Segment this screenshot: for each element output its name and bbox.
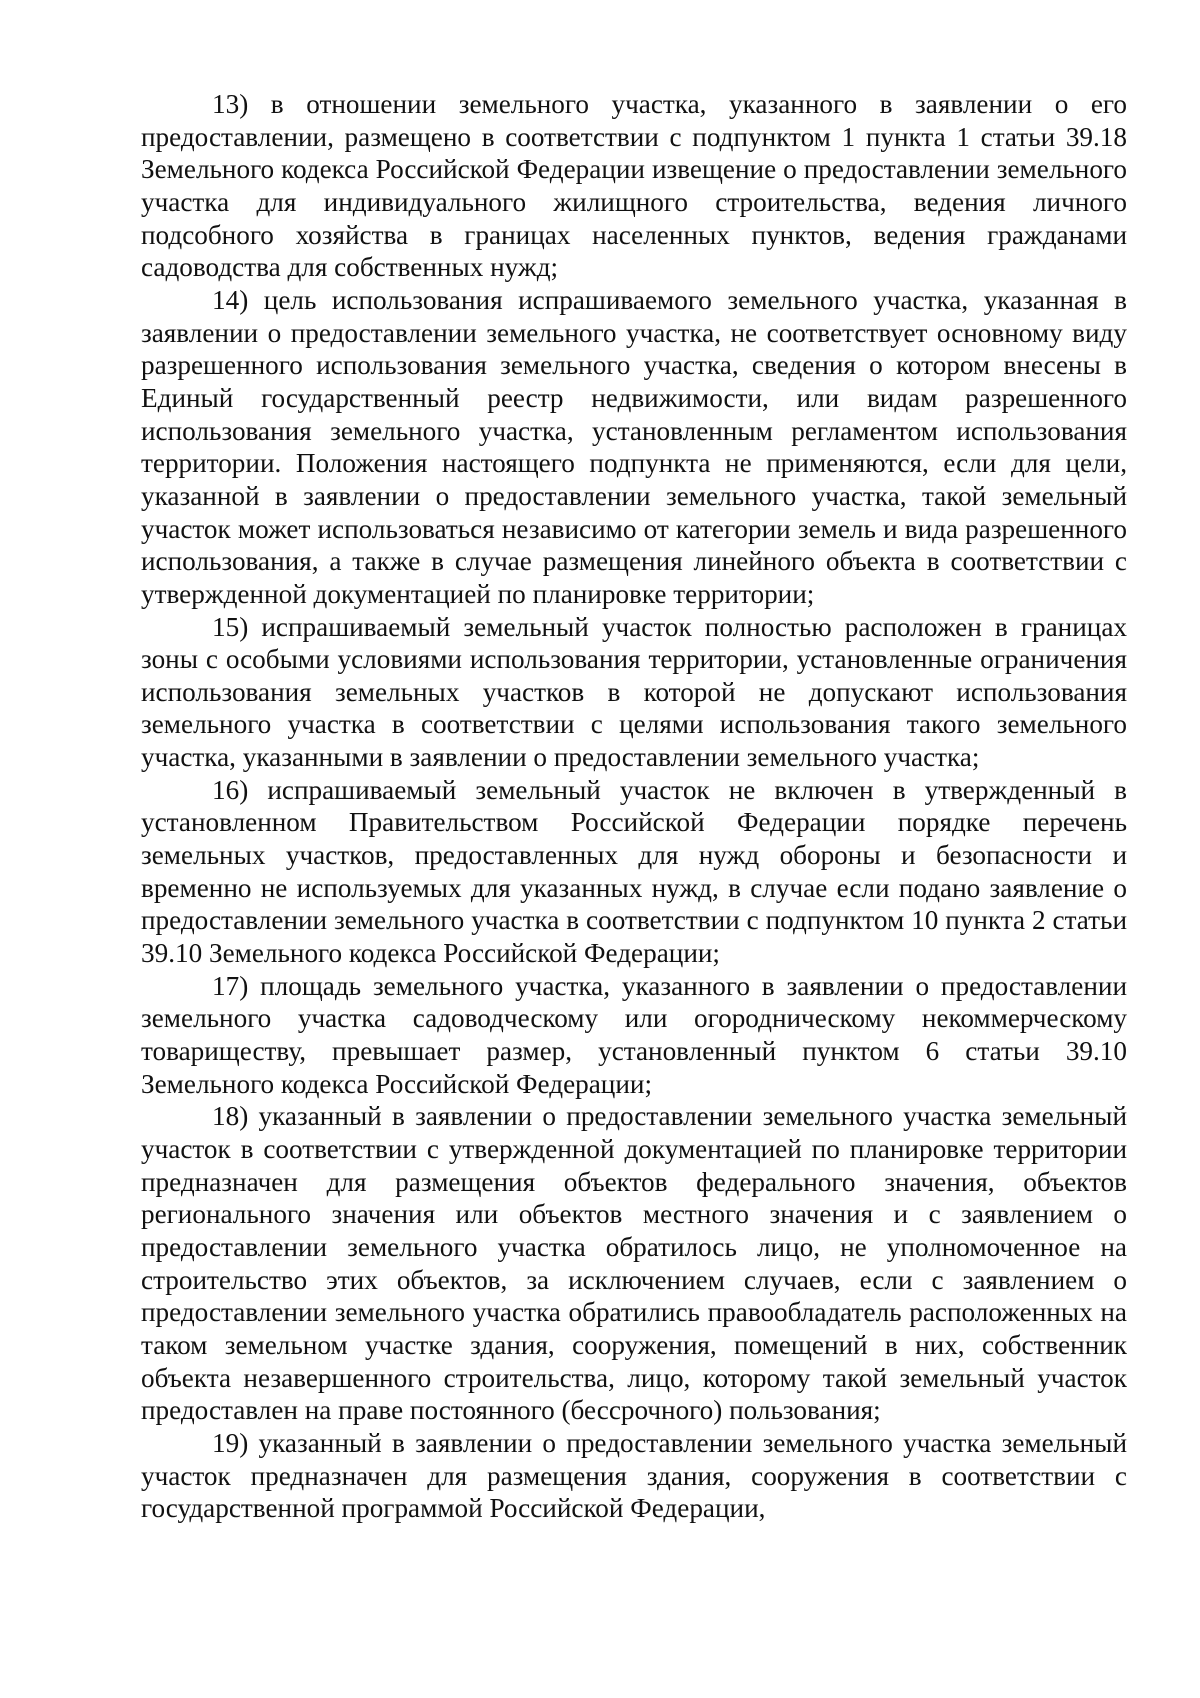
paragraph-item-18: 18) указанный в заявлении о предоставлении земельного участка земельный участок в соответствии с утвержденной документацией по планировке территории предназначен для размещения объектов федерального значения, объектов регионального значения или объектов местного значения и с заявлением о предоставлении земельного участка обратилось лицо, не уполномоченное на строительство этих объектов, за исключением случаев, если с заявлением о предоставлении земельного участка обратились правообладатель расположенных на таком земельном участке здания, сооружения, помещений в них, собственник объекта незавершенного строительства, лицо, которому такой земельный участок предоставлен на праве постоянного (бессрочного) пользования; bbox=[141, 1101, 1127, 1426]
paragraph-item-16: 16) испрашиваемый земельный участок не включен в утвержденный в установленном Правительством Российской Федерации порядке перечень земельных участков, предоставленных для нужд обороны и безопасности и временно не используемых для указанных нужд, в случае если подано заявление о предоставлении земельного участка в соответствии с подпунктом 10 пункта 2 статьи 39.10 Земельного кодекса Российской Федерации; bbox=[141, 774, 1127, 969]
paragraph-item-13: 13) в отношении земельного участка, указанного в заявлении о его предоставлении, размещено в соответствии с подпунктом 1 пункта 1 статьи 39.18 Земельного кодекса Российской Федерации извещение о предоставлении земельного участка для индивидуального жилищного строительства, ведения личного подсобного хозяйства в границах населенных пунктов, ведения гражданами садоводства для собственных нужд; bbox=[141, 89, 1127, 283]
paragraph-item-15: 15) испрашиваемый земельный участок полностью расположен в границах зоны с особыми условиями использования территории, установленные ограничения использования земельных участков в которой не допускают использования земельного участка в соответствии с целями использования такого земельного участка, указанными в заявлении о предоставлении земельного участка; bbox=[141, 611, 1127, 773]
document-page bbox=[141, 88, 1127, 1525]
paragraph-item-19: 19) указанный в заявлении о предоставлении земельного участка земельный участок предназначен для размещения здания, сооружения в соответствии с государственной программой Российской Федерации, bbox=[141, 1427, 1127, 1524]
paragraph-item-14: 14) цель использования испрашиваемого земельного участка, указанная в заявлении о предоставлении земельного участка, не соответствует основному виду разрешенного использования земельного участка, сведения о котором внесены в Единый государственный реестр недвижимости, или видам разрешенного использования земельного участка, установленным регламентом использования территории. Положения настоящего подпункта не применяются, если для цели, указанной в заявлении о предоставлении земельного участка, такой земельный участок может использоваться независимо от категории земель и вида разрешенного использования, а также в случае размещения линейного объекта в соответствии с утвержденной документацией по планировке территории; bbox=[141, 284, 1127, 609]
paragraph-item-17: 17) площадь земельного участка, указанного в заявлении о предоставлении земельного участка садоводческому или огородническому некоммерческому товариществу, превышает размер, установленный пунктом 6 статьи 39.10 Земельного кодекса Российской Федерации; bbox=[141, 970, 1127, 1099]
